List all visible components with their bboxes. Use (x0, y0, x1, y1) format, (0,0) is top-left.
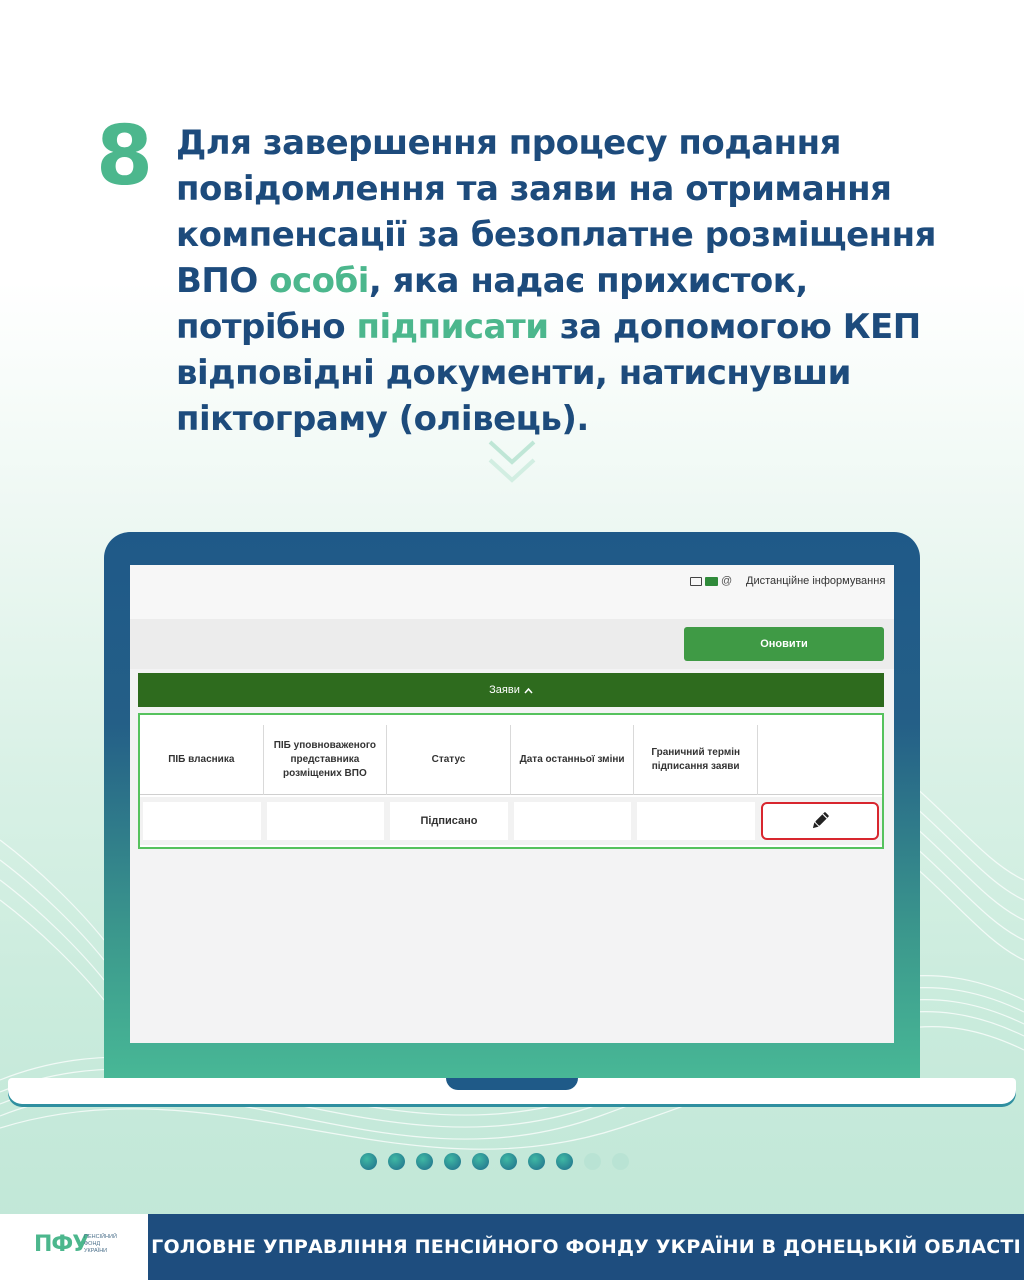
chevron-up-icon (524, 687, 533, 694)
at-icon[interactable]: @ (721, 575, 733, 587)
cell-status: Підписано (390, 802, 508, 840)
section-label: Заяви (489, 684, 520, 696)
pagination-dot[interactable] (556, 1153, 573, 1170)
instruction-part-2: , яка надає прихисток, потрібно (176, 261, 808, 347)
app-topbar (130, 565, 894, 619)
pencil-icon (809, 810, 831, 832)
pagination-dot[interactable] (584, 1153, 601, 1170)
table-row (140, 797, 882, 845)
sign-button[interactable] (761, 802, 879, 840)
pagination-dot[interactable] (416, 1153, 433, 1170)
step-number: 8 (96, 109, 154, 204)
app-screen (130, 565, 894, 1043)
column-header-actions (758, 725, 882, 795)
column-header-deadline: Граничний термін підписання заяви (634, 725, 758, 795)
column-header-last-change: Дата останньої зміни (511, 725, 635, 795)
monitor-icon[interactable] (690, 577, 702, 586)
remote-info-link[interactable]: Дистанційне інформування (746, 575, 886, 587)
pagination-dot[interactable] (360, 1153, 377, 1170)
instruction-text (176, 120, 976, 442)
column-header-owner: ПІБ власника (140, 725, 264, 795)
pagination-dot[interactable] (528, 1153, 545, 1170)
instruction-highlight-2: підписати (356, 307, 549, 347)
footer-title: ГОЛОВНЕ УПРАВЛІННЯ ПЕНСІЙНОГО ФОНДУ УКРАЇНИ В ДОНЕЦЬКІЙ ОБЛАСТІ (151, 1236, 1021, 1258)
applications-section-header[interactable] (138, 673, 884, 707)
pagination-dots (360, 1153, 629, 1170)
pagination-dot[interactable] (500, 1153, 517, 1170)
cell-deadline (637, 802, 755, 840)
topbar-icons (690, 575, 732, 587)
refresh-button[interactable]: Оновити (684, 627, 884, 661)
mail-icon[interactable] (705, 577, 718, 586)
pagination-dot[interactable] (444, 1153, 461, 1170)
laptop-notch (446, 1078, 578, 1090)
applications-table (138, 713, 884, 849)
instruction-part-1: Для завершення процесу подання повідомлення та заяви на отримання компенсації за безоплатне розміщення ВПО (176, 123, 936, 301)
pfu-logo: ПФУ (34, 1232, 89, 1257)
table-header (140, 725, 882, 795)
column-header-representative: ПІБ уповноваженого представника розміщених ВПО (264, 725, 388, 795)
pagination-dot[interactable] (612, 1153, 629, 1170)
footer-title-bar (148, 1214, 1024, 1280)
cell-last-change (514, 802, 632, 840)
pagination-dot[interactable] (388, 1153, 405, 1170)
cell-representative (267, 802, 385, 840)
cell-owner (143, 802, 261, 840)
pfu-logo-caption: ПЕНСІЙНИЙ ФОНД УКРАЇНИ (84, 1234, 117, 1254)
double-chevron-down-icon (486, 436, 538, 488)
pagination-dot[interactable] (472, 1153, 489, 1170)
instruction-highlight-1: особі (269, 261, 369, 301)
column-header-status: Статус (387, 725, 511, 795)
instruction-part-3: за допомогою КЕП відповідні документи, натиснувши піктограму (олівець). (176, 307, 921, 439)
